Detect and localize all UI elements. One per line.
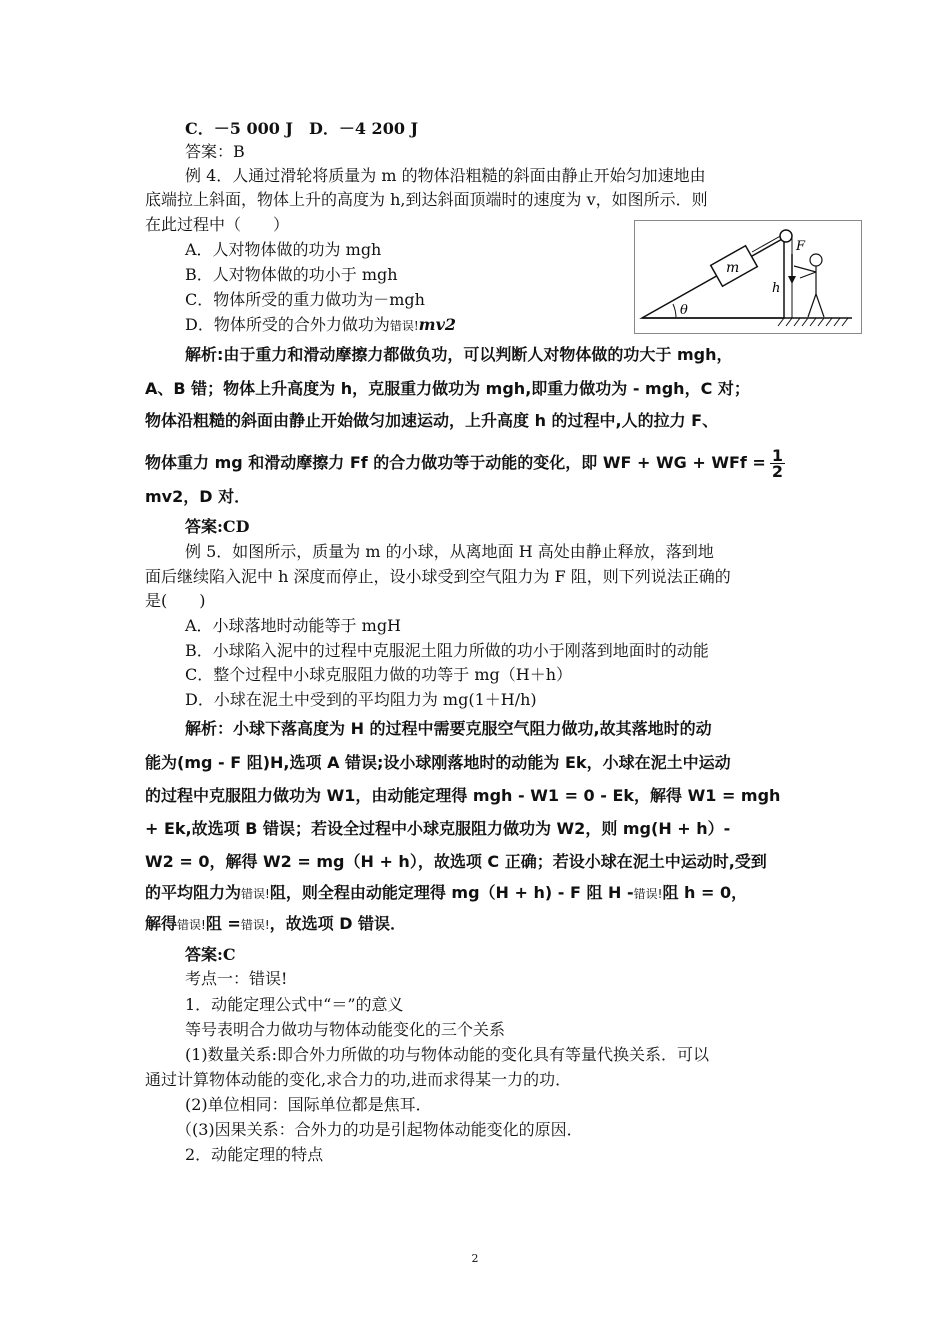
analysis5-line6 [145,882,747,905]
error-marker: 错误! [389,319,419,333]
analysis5-line2: 能为(mg - F 阻)H,选项 A 错误;设小球刚落地时的动能为 Ek，小球在泥土中运动 [145,753,731,772]
pulley [780,230,792,242]
fraction-denominator: 2 [771,462,783,481]
example5-line2: 面后继续陷入泥中 h 深度而停止，设小球受到空气阻力为 F 阻，则下列说法正确的 [145,567,731,586]
error-marker: 错误! [241,887,270,901]
example4-line3: 在此过程中（ ） [145,215,290,234]
option-d-text: D．物体所受的合外力做功为 [185,315,390,334]
option-a: A．人对物体做的功为 mgh [185,240,382,259]
analysis5-line6-text-b: 阻，则全程由动能定理得 mg（H + h) - F 阻 H - [269,883,634,902]
analysis5-line4: + Ek,故选项 B 错误；若设全过程中小球克服阻力做功为 W2，则 mg(H + h）- [145,819,731,838]
force-label: F [796,239,806,254]
error-marker: 错误! [633,887,663,901]
example5-option-b: B．小球陷入泥中的过程中克服泥土阻力所做的功小于刚落到地面时的动能 [185,641,709,660]
angle-label: θ [680,303,688,318]
force-arrowhead [788,276,796,284]
relation2-line: (2)单位相同：国际单位都是焦耳． [185,1095,432,1114]
analysis5-line7-text-b: 阻 = [205,914,241,933]
person [794,254,824,317]
answer5-line: 答案:C [185,945,236,964]
analysis5-line7 [145,913,406,936]
example5-option-c: C．整个过程中小球克服阻力做的功等于 mg（H＋h） [185,665,573,684]
example5-line3: 是( ) [145,591,206,610]
option-d-formula: mv2 [418,315,457,334]
relation1-line1: (1)数量关系:即合外力所做的功与物体动能的变化具有等量代换关系．可以 [185,1045,710,1064]
error-marker: 错误! [240,918,270,932]
incline [642,238,784,318]
analysis5-line3: 的过程中克服阻力做功为 W1，由动能定理得 mgh - W1 = 0 - Ek，解得 W1 = mgh [145,786,781,805]
section1-intro: 等号表明合力做功与物体动能变化的三个关系 [185,1020,506,1039]
example4-line1: 例 4．人通过滑轮将质量为 m 的物体沿粗糙的斜面由静止开始匀加速地由 [185,166,706,185]
example5-option-d: D．小球在泥土中受到的平均阻力为 mg(1＋H/h) [185,690,537,709]
analysis4-line2: A、B 错；物体上升高度为 h，克服重力做功为 mgh,即重力做功为 - mgh，C 对； [145,379,750,398]
analysis4-line5: mv2，D 对． [145,487,251,506]
option-c: C．物体所受的重力做功为－mgh [185,290,425,309]
example5-option-a: A．小球落地时动能等于 mgH [185,616,402,635]
analysis5-line5: W2 = 0，解得 W2 = mg（H + h），故选项 C 正确；若设小球在泥土中运动时,受到 [145,852,767,871]
relation1-line2: 通过计算物体动能的变化,求合力的功,进而求得某一力的功． [145,1070,572,1089]
error-marker: 错误! [177,918,206,932]
analysis5-line6-text-a: 的平均阻力为 [145,883,242,902]
mass-label: m [726,260,740,276]
rope-incline [752,234,784,252]
analysis4-line1: 解析:由于重力和滑动摩擦力都做负功，可以判断人对物体做的功大于 mgh， [185,345,733,364]
analysis4-line4-text: 物体重力 mg 和滑动摩擦力 Ff 的合力做功等于动能的变化，即 WF + WG + WFf = [145,453,766,472]
analysis4-line3: 物体沿粗糙的斜面由静止开始做匀加速运动，上升高度 h 的过程中,人的拉力 F、 [145,411,719,430]
relation3-line: （(3)因果关系：合外力的功是引起物体动能变化的原因． [176,1120,583,1139]
option-b: B．人对物体做的功小于 mgh [185,265,398,284]
section1-heading: 1．动能定理公式中“＝”的意义 [185,995,404,1014]
answer4-line: 答案:CD [185,517,250,536]
height-label: h [772,281,781,296]
analysis4-line4 [145,448,785,479]
kaodian-line: 考点一：错误! [185,969,288,988]
page-number: 2 [471,1252,479,1265]
angle-arc [673,304,676,318]
analysis5-line6-text-c: 阻 h = 0， [662,883,748,902]
ground-hatch [778,318,848,326]
example4-line2: 底端拉上斜面，物体上升的高度为 h,到达斜面顶端时的速度为 v，如图所示．则 [145,190,708,209]
analysis5-line7-text-a: 解得 [145,914,178,933]
example5-line1: 例 5．如图所示，质量为 m 的小球，从离地面 H 高处由静止释放，落到地 [185,542,714,561]
section2-heading: 2．动能定理的特点 [185,1145,324,1164]
incline-pulley-figure [634,220,862,334]
fraction-one-half [770,448,785,479]
analysis5-line1: 解析：小球下落高度为 H 的过程中需要克服空气阻力做功,故其落地时的动 [185,719,712,738]
analysis5-line7-text-c: ，故选项 D 错误． [269,914,407,933]
fraction-numerator: 1 [771,446,783,465]
figure-border [635,221,862,334]
option-cd-line: C．－5 000 J D．－4 200 J [185,119,419,138]
answer-line: 答案：B [185,142,245,161]
option-d [185,314,456,337]
